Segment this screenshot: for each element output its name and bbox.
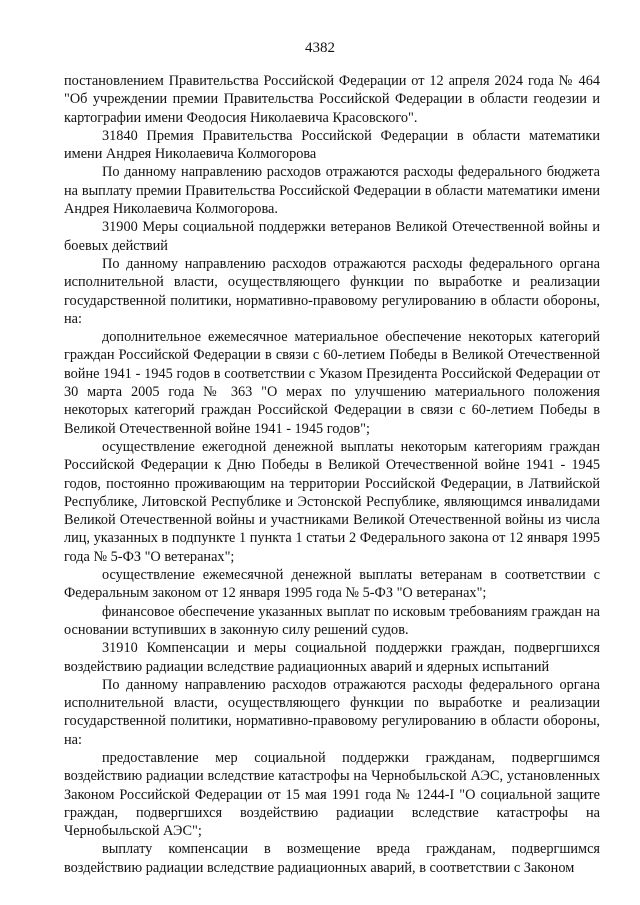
paragraph-31900-item-1: дополнительное ежемесячное материальное обеспечение некоторых категорий граждан Российской Федерации в связи с 60-летием Победы в Великой Отечественной войне 1941 - 1945 годов в соответствии с Указом Президента Российской Федерации от 30 марта 2005 года № 363 "О мерах по улучшению материального положения некоторых категорий граждан Российской Федерации в связи с 60-летием Победы в Великой Отечественной войне 1941 - 1945 годов";	[64, 329, 600, 437]
paragraph-31900-item-2: осуществление ежегодной денежной выплаты некоторым категориям граждан Российской Федерации к Дню Победы в Великой Отечественной войне 1941 - 1945 годов, постоянно проживающим на территории Российской Федерации, в Латвийской Республике, Литовской Республике и Эстонской Республике, являющимся инвалидами Великой Отечественной войны и участниками Великой Отечественной войны из числа лиц, указанных в подпункте 1 пункта 1 статьи 2 Федерального закона от 12 января 1995 года № 5-ФЗ "О ветеранах";	[64, 438, 600, 565]
heading-31910: 31910 Компенсации и меры социальной поддержки граждан, подвергшихся воздействию радиации вследствие радиационных аварий и ядерных испытаний	[64, 640, 600, 675]
paragraph-31840-description: По данному направлению расходов отражаются расходы федерального бюджета на выплату премии Правительства Российской Федерации в области математики имени Андрея Николаевича Колмогорова.	[64, 164, 600, 218]
paragraph-31910-item-2: выплату компенсации в возмещение вреда гражданам, подвергшимся воздействию радиации вследствие радиационных аварий, в соответствии с Законом	[64, 841, 600, 876]
heading-31840: 31840 Премия Правительства Российской Федерации в области математики имени Андрея Николаевича Колмогорова	[64, 127, 600, 163]
paragraph-31900-intro: По данному направлению расходов отражаются расходы федерального органа исполнительной власти, осуществляющего функции по выработке и реализации государственной политики, нормативно-правовому регулированию в области обороны, на:	[64, 255, 600, 327]
paragraph-31910-item-1: предоставление мер социальной поддержки гражданам, подвергшимся воздействию радиации вследствие катастрофы на Чернобыльской АЭС, установленных Законом Российской Федерации от 15 мая 1991 года № 1244-I "О социальной защите граждан, подвергшихся воздействию радиации вследствие катастрофы на Чернобыльской АЭС";	[64, 749, 600, 840]
paragraph-31900-item-4: финансовое обеспечение указанных выплат по исковым требованиям граждан на основании вступивших в законную силу решений судов.	[64, 603, 600, 638]
paragraph-31910-intro: По данному направлению расходов отражаются расходы федерального органа исполнительной власти, осуществляющего функции по выработке и реализации государственной политики, нормативно-правовому регулированию в области обороны, на:	[64, 676, 600, 748]
document-body	[64, 72, 600, 877]
paragraph-continuation: постановлением Правительства Российской Федерации от 12 апреля 2024 года № 464 "Об учреждении премии Правительства Российской Федерации в области геодезии и картографии имени Феодосия Николаевича Красовского".	[64, 73, 600, 126]
page-number: 4382	[305, 40, 335, 56]
paragraph-31900-item-3: осуществление ежемесячной денежной выплаты ветеранам в соответствии с Федеральным законом от 12 января 1995 года № 5-ФЗ "О ветеранах";	[64, 567, 600, 602]
heading-31900: 31900 Меры социальной поддержки ветеранов Великой Отечественной войны и боевых действий	[64, 219, 600, 254]
